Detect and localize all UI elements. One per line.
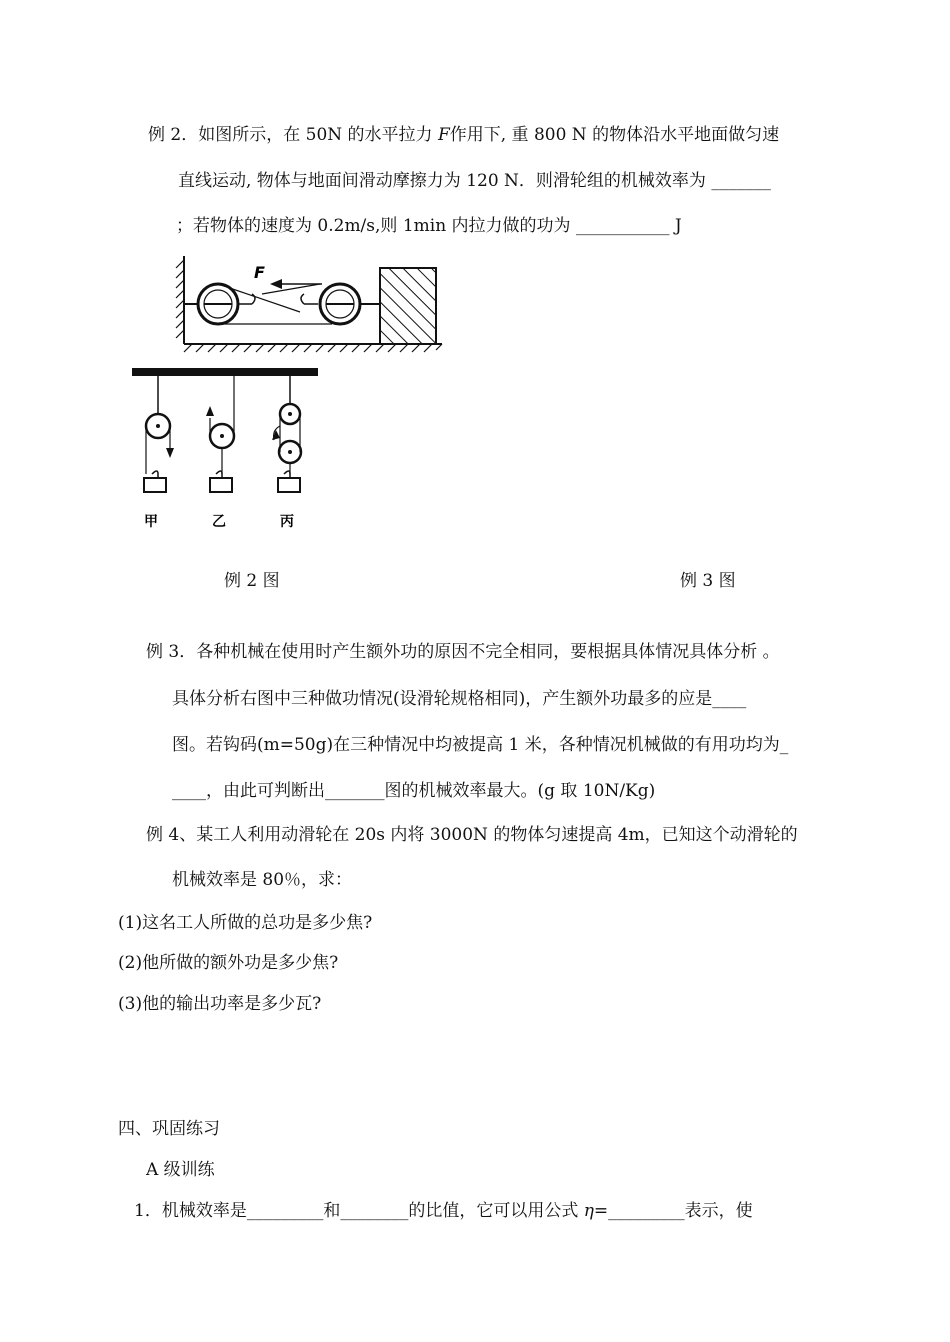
ex4-question-3: (3)他的输出功率是多少瓦? <box>118 994 322 1014</box>
ex2-line3: ；若物体的速度为 0.2m/s,则 1min 内拉力做的功为 ___________ J <box>176 216 682 236</box>
section4-item1 <box>134 1200 753 1222</box>
ex3-line2: 具体分析右图中三种做功情况(设滑轮规格相同)，产生额外功最多的应是____ <box>172 689 747 709</box>
ex3-pulley-figure <box>130 366 320 536</box>
section4-level: A 级训练 <box>146 1160 215 1180</box>
ex3-label-yi: 乙 <box>212 514 226 530</box>
ex4-question-1: (1)这名工人所做的总功是多少焦? <box>118 913 373 933</box>
ex3-label-bing: 丙 <box>280 514 294 530</box>
ex2-force-label: F <box>254 263 265 282</box>
section4-heading: 四、巩固练习 <box>118 1119 220 1139</box>
ex3-line1: 例 3．各种机械在使用时产生额外功的原因不完全相同，要根据具体情况具体分析 。 <box>146 642 780 662</box>
ex3-line3: 图。若钩码(m=50g)在三种情况中均被提高 1 米，各种情况机械做的有用功均为_ <box>172 735 789 755</box>
ex4-line2: 机械效率是 80％，求： <box>172 870 353 890</box>
ex2-line1 <box>148 124 779 146</box>
ex4-question-2: (2)他所做的额外功是多少焦? <box>118 953 339 973</box>
ex2-line2: 直线运动, 物体与地面间滑动摩擦力为 120 N．则滑轮组的机械效率为 _______ <box>178 171 771 191</box>
section4-item1-b: =_________表示，使 <box>593 1201 753 1221</box>
fig2-caption: 例 2 图 <box>224 571 280 591</box>
ex2-force-symbol: F <box>437 125 450 145</box>
ex4-line1: 例 4、某工人利用动滑轮在 20s 内将 3000N 的物体匀速提高 4m，已知这个动滑轮的 <box>146 825 798 845</box>
ex2-line1-b: 作用下, 重 800 N 的物体沿水平地面做匀速 <box>449 125 780 145</box>
ex3-line4: ____，由此可判断出_______图的机械效率最大。(g 取 10N/Kg) <box>172 781 656 801</box>
section4-item1-a: 1．机械效率是_________和________的比值，它可以用公式 <box>134 1201 584 1221</box>
ex3-label-jia: 甲 <box>144 514 158 530</box>
ex2-pulley-figure <box>170 248 450 358</box>
ex2-line1-a: 例 2．如图所示，在 50N 的水平拉力 <box>148 125 438 145</box>
fig3-caption: 例 3 图 <box>680 571 736 591</box>
eta-symbol: η <box>583 1201 594 1221</box>
